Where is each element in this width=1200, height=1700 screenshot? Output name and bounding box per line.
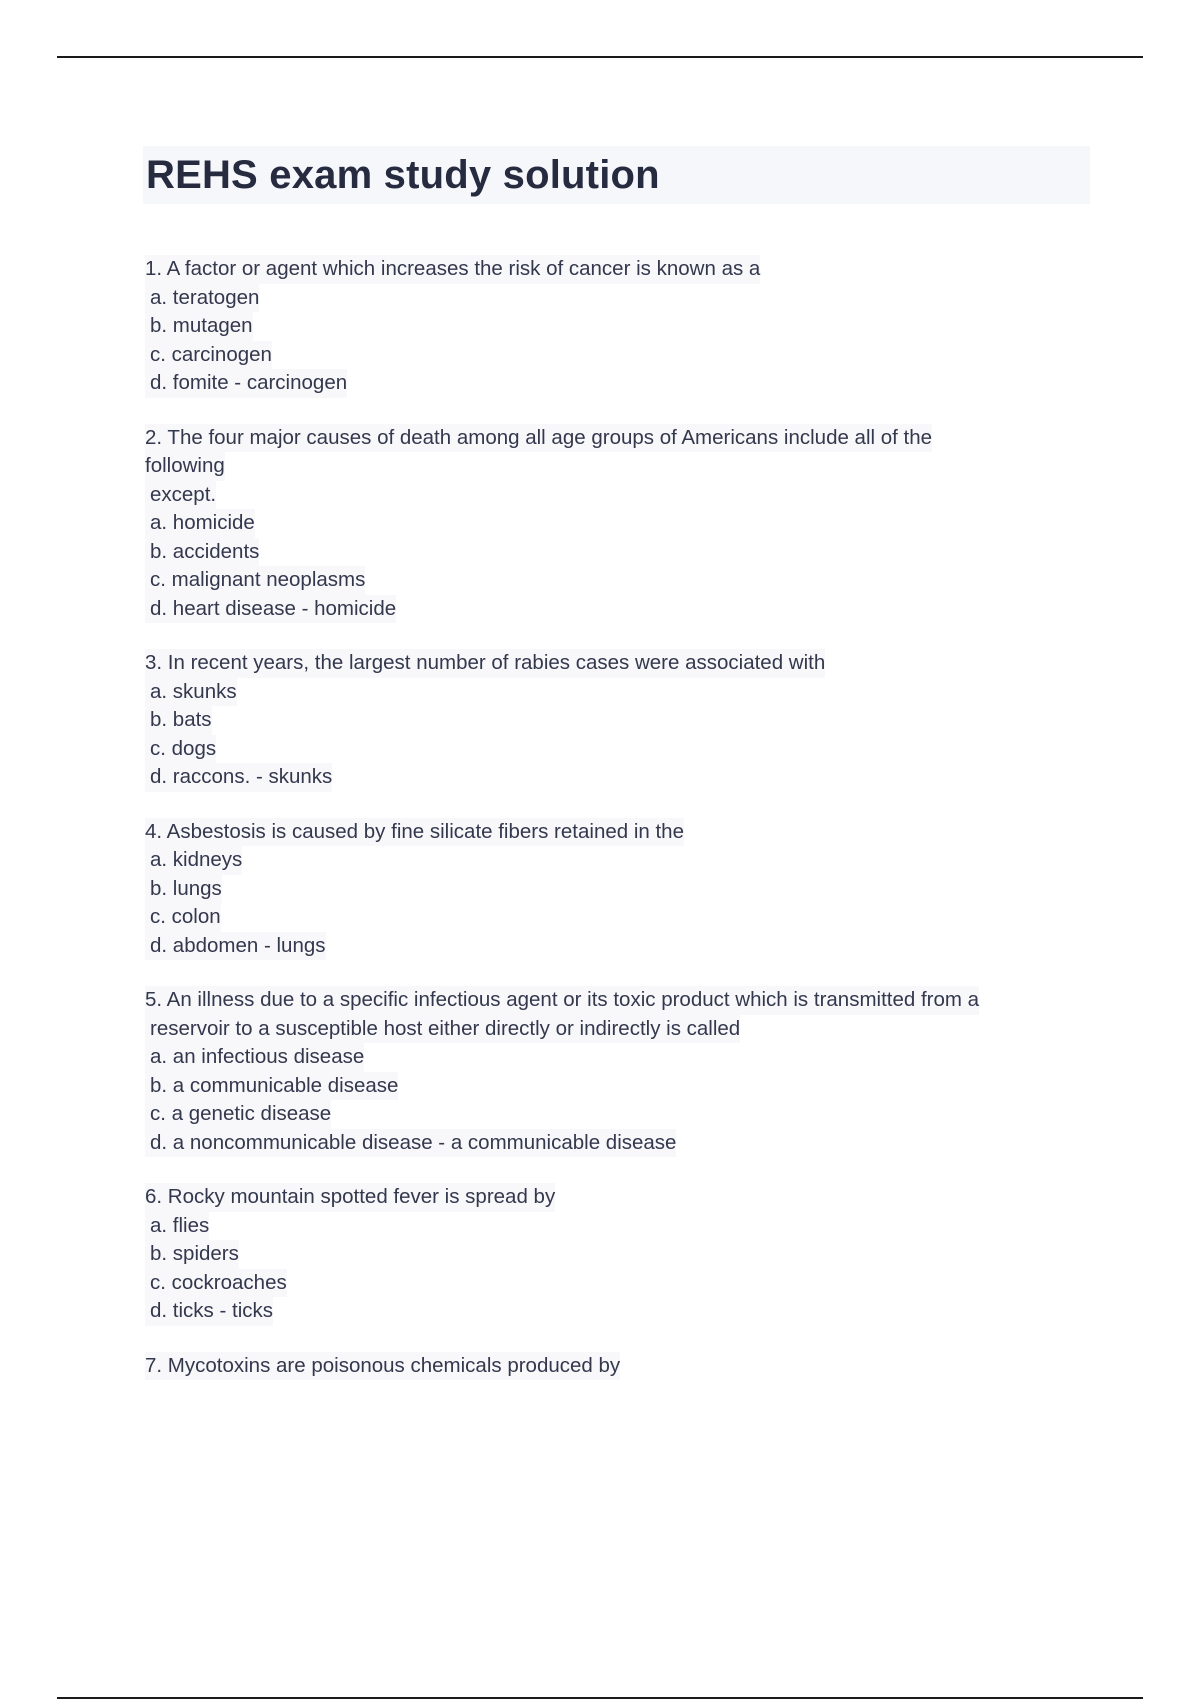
question-stem: 1. A factor or agent which increases the risk of cancer is known as a	[145, 255, 760, 284]
question-4	[145, 818, 1085, 961]
question-stem: 4. Asbestosis is caused by fine silicate fibers retained in the	[145, 818, 684, 847]
answer-option-a: a. homicide	[145, 509, 255, 538]
answer-option-a: a. skunks	[145, 678, 237, 707]
question-3	[145, 649, 1085, 792]
answer-option-d: d. raccons. - skunks	[145, 763, 332, 792]
answer-option-a: a. flies	[145, 1212, 209, 1241]
question-stem-continued: reservoir to a susceptible host either directly or indirectly is called	[145, 1015, 740, 1044]
answer-option-c: c. a genetic disease	[145, 1100, 331, 1129]
answer-option-d: d. fomite - carcinogen	[145, 369, 347, 398]
answer-option-a: a. an infectious disease	[145, 1043, 364, 1072]
answer-option-b: b. lungs	[145, 875, 222, 904]
answer-option-b: b. bats	[145, 706, 212, 735]
answer-option-c: c. cockroaches	[145, 1269, 287, 1298]
question-list	[145, 255, 1085, 1406]
question-stem: 5. An illness due to a specific infectious agent or its toxic product which is transmitted from a	[145, 986, 979, 1015]
question-7	[145, 1352, 1085, 1381]
answer-option-c: c. colon	[145, 903, 221, 932]
bottom-rule	[57, 1697, 1143, 1699]
question-stem: 6. Rocky mountain spotted fever is spread by	[145, 1183, 555, 1212]
question-2	[145, 424, 1085, 624]
answer-option-b: b. mutagen	[145, 312, 253, 341]
answer-option-b: b. accidents	[145, 538, 259, 567]
question-stem: 3. In recent years, the largest number of rabies cases were associated with	[145, 649, 825, 678]
question-stem-continued: except.	[145, 481, 216, 510]
question-stem: 2. The four major causes of death among all age groups of Americans include all of the	[145, 424, 932, 453]
answer-option-c: c. malignant neoplasms	[145, 566, 365, 595]
question-6	[145, 1183, 1085, 1326]
question-stem: 7. Mycotoxins are poisonous chemicals produced by	[145, 1352, 620, 1381]
answer-option-c: c. dogs	[145, 735, 216, 764]
question-1	[145, 255, 1085, 398]
answer-option-b: b. spiders	[145, 1240, 239, 1269]
answer-option-c: c. carcinogen	[145, 341, 272, 370]
answer-option-a: a. teratogen	[145, 284, 259, 313]
answer-option-d: d. a noncommunicable disease - a communicable disease	[145, 1129, 676, 1158]
answer-option-d: d. ticks - ticks	[145, 1297, 273, 1326]
question-5	[145, 986, 1085, 1157]
page-title: REHS exam study solution	[146, 153, 660, 197]
answer-option-a: a. kidneys	[145, 846, 242, 875]
answer-option-d: d. heart disease - homicide	[145, 595, 396, 624]
answer-option-b: b. a communicable disease	[145, 1072, 398, 1101]
answer-option-d: d. abdomen - lungs	[145, 932, 326, 961]
top-rule	[57, 56, 1143, 58]
question-stem-continued: following	[145, 452, 225, 481]
